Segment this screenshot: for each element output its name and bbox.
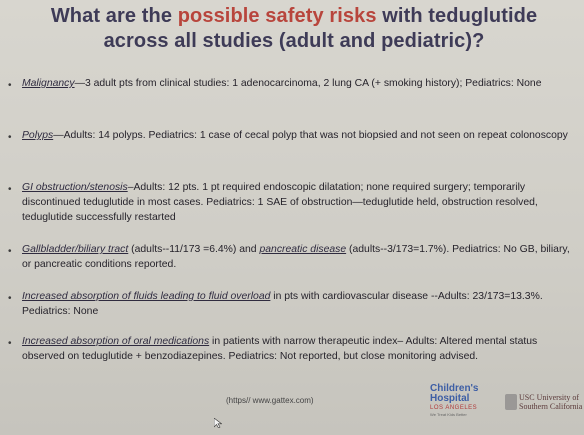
logo-tagline: We Treat Kids Better	[430, 412, 467, 417]
logo-line: Children's	[430, 383, 479, 394]
bullet-heading: GI obstruction/stenosis	[22, 182, 128, 193]
bullet-text: —3 adult pts from clinical studies: 1 adenocarcinoma, 2 lung CA (+ smoking history); Pediatrics: None	[74, 78, 542, 89]
bullet-dot: •	[8, 184, 12, 195]
bullet-text: in patients with narrow therapeutic index– Adults: Altered mental status observed on teduglutide + benzodiazepines. Pediatrics: Not reported, but close monitoring advised.	[22, 336, 538, 362]
bullet-heading-2: pancreatic disease	[259, 244, 347, 255]
slide-title	[20, 4, 568, 54]
logo-line: Hospital	[430, 393, 470, 404]
bullet-heading: Polyps	[22, 130, 54, 141]
bullet-heading: Gallbladder/biliary tract	[22, 244, 129, 255]
title-accent: possible safety risks	[177, 5, 377, 27]
bullet-heading: Increased absorption of fluids leading to fluid overload	[22, 291, 271, 302]
bullet-text: in pts with cardiovascular disease --Adults: 23/173=13.3%. Pediatrics: None	[22, 291, 543, 317]
logo-line: LOS ANGELES	[430, 405, 478, 411]
bullet-text-2: (adults--3/173=1.7%). Pediatrics: No GB, biliary, or pancreatic conditions reported.	[22, 244, 570, 270]
title-text-2: with teduglutide across all studies (adult and pediatric)?	[103, 5, 538, 52]
bullet-text: –Adults: 12 pts. 1 pt required endoscopic dilatation; none required surgery; temporarily discontinued teduglutide in most cases. Pediatrics: 1 SAE of obstruction—teduglutide held, obstruction resolved, teduglutide successfully restarted	[22, 182, 538, 223]
title-text-1: What are the	[50, 5, 178, 27]
bullet-text: —Adults: 14 polyps. Pediatrics: 1 case of cecal polyp that was not biopsied and not seen on repeat colonoscopy	[53, 130, 568, 141]
usc-logo	[505, 392, 581, 416]
logo-line: Southern California	[519, 402, 583, 411]
source-citation: (https// www.gattex.com)	[226, 396, 314, 405]
bullet-dot: •	[8, 338, 12, 349]
bullet-dot: •	[8, 246, 12, 257]
usc-crest-icon	[505, 394, 517, 410]
bullet-dot: •	[8, 80, 12, 91]
bullet-heading: Increased absorption of oral medications	[22, 336, 210, 347]
childrens-hospital-logo	[430, 384, 490, 424]
bullet-text: (adults--11/173 =6.4%) and	[128, 244, 260, 255]
logo-line: USC University of	[519, 393, 579, 402]
bullet-dot: •	[8, 293, 12, 304]
bullet-heading: Malignancy	[22, 78, 75, 89]
bullet-dot: •	[8, 132, 12, 143]
pointer-icon	[214, 418, 222, 428]
